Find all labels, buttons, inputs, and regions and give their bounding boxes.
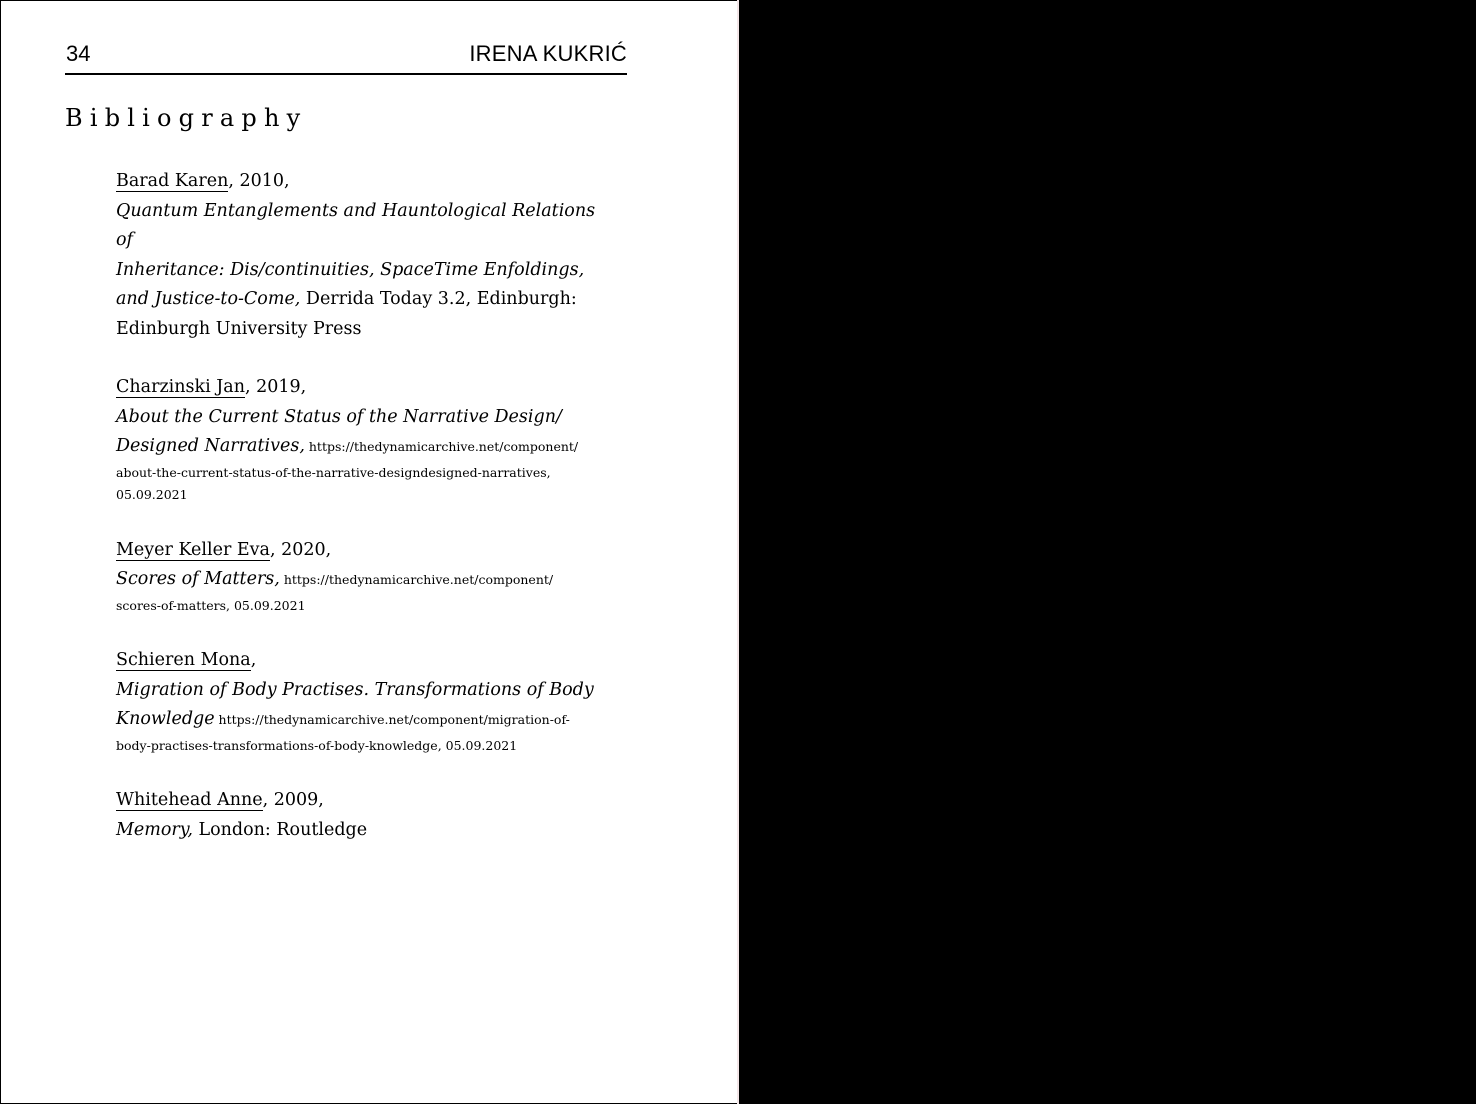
bibliography-entry-barad bbox=[116, 167, 616, 344]
entry-author: Barad Karen bbox=[116, 171, 229, 191]
entry-year: , 2019, bbox=[245, 377, 307, 397]
entry-publication: Derrida Today 3.2, Edinburgh: bbox=[300, 289, 577, 309]
entry-author: Schieren Mona bbox=[116, 650, 251, 670]
entry-url: https://thedynamicarchive.net/component/migration-of- bbox=[214, 712, 570, 727]
entry-title-line: Scores of Matters, bbox=[116, 569, 280, 589]
entry-author-line bbox=[116, 167, 616, 197]
entry-access-date: 05.09.2021 bbox=[116, 487, 188, 502]
entry-author-line bbox=[116, 536, 616, 566]
running-header-author: IRENA KUKRIĆ bbox=[469, 41, 627, 66]
entry-title-url-line bbox=[116, 565, 616, 595]
entry-title-line: Memory, bbox=[116, 819, 193, 840]
entry-url: https://thedynamicarchive.net/component/ bbox=[279, 572, 554, 587]
bibliography-entry-meyer-keller bbox=[116, 536, 616, 618]
bibliography-list bbox=[116, 167, 616, 874]
entry-publication: Edinburgh University Press bbox=[116, 318, 362, 339]
entry-url: scores-of-matters, 05.09.2021 bbox=[116, 597, 306, 613]
entry-title-url-line bbox=[116, 705, 616, 735]
entry-author-line bbox=[116, 786, 616, 816]
entry-title-publication-line bbox=[116, 816, 616, 846]
bibliography-entry-schieren bbox=[116, 646, 616, 757]
entry-title-publication-line bbox=[116, 285, 616, 315]
entry-title-line: Quantum Entanglements and Hauntological Relations of bbox=[116, 200, 596, 250]
entry-url: https://thedynamicarchive.net/component/ bbox=[304, 439, 579, 454]
bibliography-entry-charzinski bbox=[116, 373, 616, 507]
entry-title-line: Knowledge bbox=[116, 709, 215, 729]
entry-year: , 2010, bbox=[228, 171, 290, 191]
entry-publication: London: Routledge bbox=[192, 819, 368, 840]
entry-year: , 2009, bbox=[262, 790, 324, 810]
entry-url: body-practises-transformations-of-body-knowledge, 05.09.2021 bbox=[116, 737, 518, 753]
bibliography-entry-whitehead bbox=[116, 786, 616, 845]
entry-year: , bbox=[250, 650, 257, 670]
page-number: 34 bbox=[66, 41, 91, 66]
entry-author: Whitehead Anne bbox=[116, 790, 263, 810]
entry-title-line: Inheritance: Dis/continuities, SpaceTime Enfoldings, bbox=[116, 259, 585, 280]
entry-author: Meyer Keller Eva bbox=[116, 539, 270, 560]
entry-title-line: About the Current Status of the Narrative Design/ bbox=[116, 406, 562, 427]
entry-title-line: Migration of Body Practises. Transformations of Body bbox=[116, 679, 594, 700]
entry-author-line bbox=[116, 646, 616, 676]
running-header bbox=[65, 39, 627, 75]
entry-author-line bbox=[116, 373, 616, 403]
section-title: Bibliography bbox=[65, 104, 308, 132]
entry-title-line: and Justice-to-Come, bbox=[116, 289, 301, 309]
entry-title-url-line bbox=[116, 432, 616, 462]
entry-url: about-the-current-status-of-the-narrative-designdesigned-narratives, bbox=[116, 464, 551, 480]
entry-title-line: Designed Narratives, bbox=[116, 436, 305, 456]
entry-author: Charzinski Jan bbox=[116, 377, 246, 397]
entry-year: , 2020, bbox=[269, 539, 332, 560]
page-edge-divider bbox=[737, 0, 739, 1104]
